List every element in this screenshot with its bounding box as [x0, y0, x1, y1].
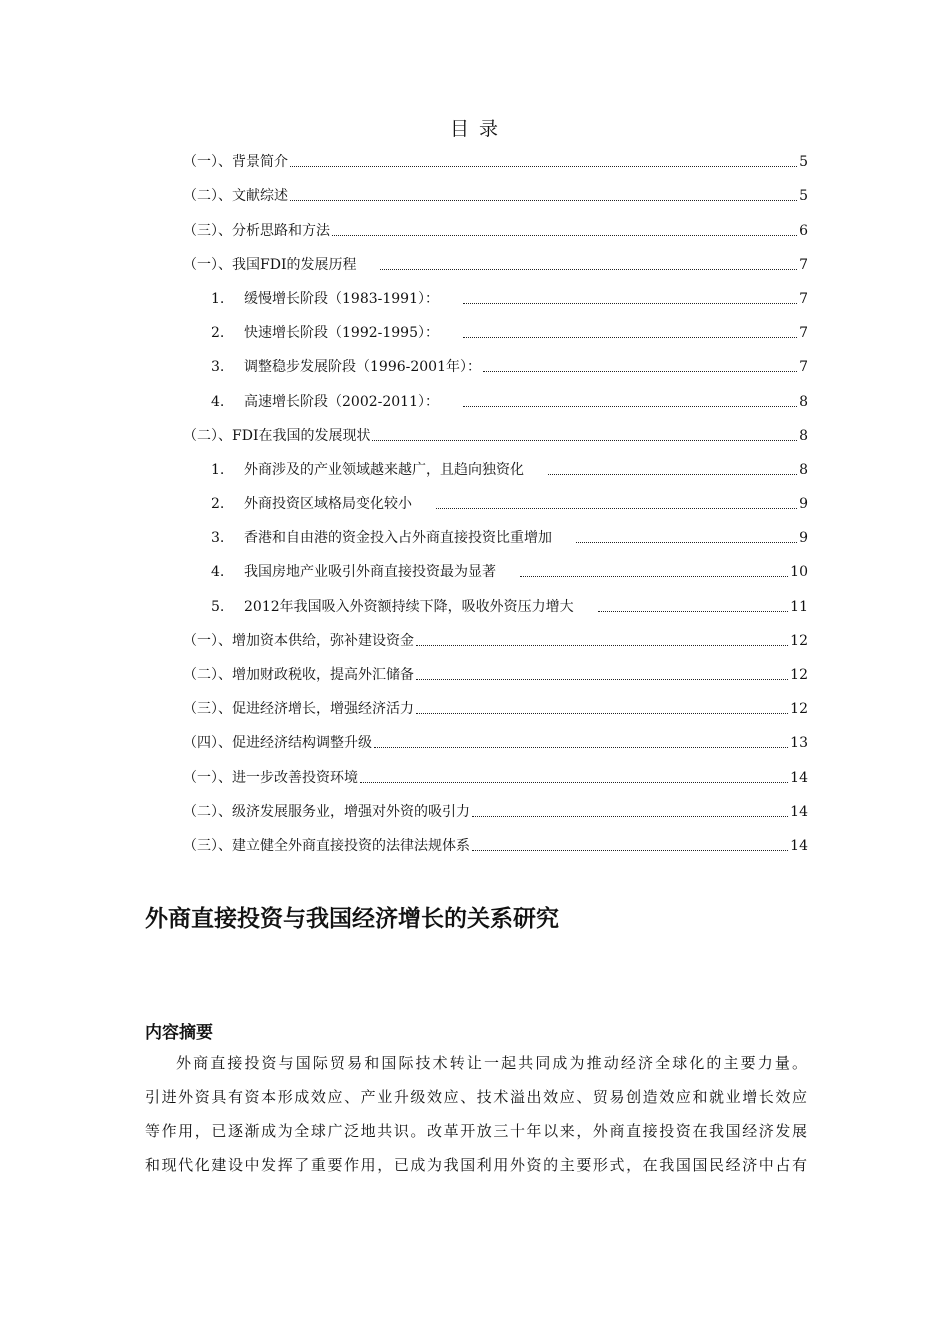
abstract-line: 外商直接投资与国际贸易和国际技术转让一起共同成为推动经济全球化的主要力量。: [176, 1054, 807, 1072]
toc-entry-number: 2.: [211, 496, 225, 513]
toc-entry[interactable]: [183, 685, 808, 719]
toc-entry-page: 9: [799, 496, 808, 513]
toc-entry-text: （二）、级济发展服务业，增强对外资的吸引力: [183, 803, 470, 820]
toc-leader-dots: [416, 713, 788, 714]
toc-entry-text: 外商投资区域格局变化较小: [244, 496, 412, 513]
toc-title: 目 录: [449, 118, 501, 140]
toc-entry-page: 7: [799, 256, 808, 273]
toc-leader-dots: [472, 816, 788, 817]
toc-entry-number: 3.: [211, 359, 225, 376]
toc-entry[interactable]: [183, 548, 808, 582]
toc-entry-text: （二）、文献综述: [183, 188, 288, 205]
toc-entry[interactable]: [183, 822, 808, 856]
toc-entry-text: 快速增长阶段（1992-1995）：: [244, 325, 439, 342]
toc-entry-text: 我国房地产业吸引外商直接投资最为显著: [244, 564, 496, 581]
toc-entry-page: 11: [790, 598, 808, 615]
toc-entry-page: 7: [799, 290, 808, 307]
toc-entry-number: 2.: [211, 325, 225, 342]
toc-entry[interactable]: [183, 412, 808, 446]
toc-entry-page: 8: [799, 427, 808, 444]
abstract-body: [145, 1046, 807, 1182]
toc-entry-page: 12: [790, 632, 808, 649]
toc-leader-dots: [463, 337, 797, 338]
toc-leader-dots: [463, 406, 797, 407]
toc-entry-number: 3.: [211, 530, 225, 547]
toc-entry-text: （三）、建立健全外商直接投资的法律法规体系: [183, 837, 470, 854]
toc-entry-page: 14: [790, 803, 808, 820]
toc-leader-dots: [290, 200, 797, 201]
toc-entry-text: （一）、我国FDI的发展历程: [183, 256, 357, 273]
toc-entry-page: 7: [799, 359, 808, 376]
toc-entry-page: 12: [790, 667, 808, 683]
toc-leader-dots: [598, 611, 789, 612]
toc-entry-page: 14: [790, 837, 808, 854]
abstract-line: 引进外资具有资本形成效应、产业升级效应、技术溢出效应、贸易创造效应和就业增长效应: [145, 1088, 807, 1106]
toc-leader-dots: [576, 542, 797, 543]
toc-entry[interactable]: [183, 241, 808, 275]
toc-leader-dots: [463, 303, 797, 304]
toc-leader-dots: [472, 850, 788, 851]
toc-entry-page: 13: [790, 735, 808, 752]
toc-entry[interactable]: [183, 446, 808, 480]
toc-entry[interactable]: [183, 617, 808, 651]
abstract-heading: 内容摘要: [145, 1023, 213, 1043]
toc-entry-page: 5: [799, 188, 808, 205]
toc-entry-text: 高速增长阶段（2002-2011）：: [244, 393, 439, 410]
toc-leader-dots: [332, 235, 797, 236]
toc-entry[interactable]: [183, 343, 808, 377]
toc-entry-text: 香港和自由港的资金投入占外商直接投资比重增加: [244, 530, 552, 547]
toc-entry-number: 1.: [211, 461, 225, 478]
toc-entry-page: 9: [799, 530, 808, 547]
toc-entry[interactable]: [183, 514, 808, 548]
toc-leader-dots: [360, 782, 788, 783]
toc-entry[interactable]: [183, 309, 808, 343]
toc-entry[interactable]: [183, 651, 808, 685]
toc-leader-dots: [416, 679, 788, 680]
toc-entry-text: 缓慢增长阶段（1983-1991）：: [244, 290, 439, 307]
toc-entry-page: 10: [790, 564, 808, 581]
toc-entry-text: （一）、进一步改善投资环境: [183, 769, 358, 786]
toc-entry-text: 外商涉及的产业领域越来越广，且趋向独资化: [244, 461, 524, 478]
toc-entry[interactable]: [183, 275, 808, 309]
toc-entry[interactable]: [183, 377, 808, 411]
document-title: 外商直接投资与我国经济增长的关系研究: [145, 906, 559, 932]
toc-entry-text: （二）、FDI在我国的发展现状: [183, 427, 371, 444]
toc-entry-text: （二）、增加财政税收，提高外汇储备: [183, 667, 414, 683]
toc-leader-dots: [548, 474, 797, 475]
toc-entry[interactable]: [183, 206, 808, 240]
toc-entry-text: （四）、促进经济结构调整升级: [183, 735, 372, 752]
toc-entry-text: 2012年我国吸入外资额持续下降，吸收外资压力增大: [244, 598, 574, 615]
toc-leader-dots: [290, 166, 797, 167]
toc-entry-text: 调整稳步发展阶段（1996-2001年）：: [244, 359, 481, 376]
toc-leader-dots: [483, 371, 797, 372]
toc-entry-page: 8: [799, 461, 808, 478]
toc-entry-text: （三）、分析思路和方法: [183, 222, 330, 239]
toc-entry-page: 8: [799, 393, 808, 410]
toc-entry-number: 4.: [211, 564, 225, 581]
table-of-contents: [183, 138, 808, 856]
toc-entry-number: 1.: [211, 290, 225, 307]
toc-leader-dots: [416, 645, 788, 646]
toc-entry[interactable]: [183, 480, 808, 514]
toc-entry[interactable]: [183, 753, 808, 787]
toc-leader-dots: [374, 747, 788, 748]
toc-entry-page: 7: [799, 325, 808, 342]
toc-leader-dots: [436, 508, 797, 509]
toc-leader-dots: [520, 576, 788, 577]
toc-entry-page: 5: [799, 154, 808, 171]
toc-leader-dots: [380, 269, 797, 270]
toc-entry-text: （三）、促进经济增长，增强经济活力: [183, 701, 414, 718]
abstract-line: 等作用，已逐渐成为全球广泛地共识。改革开放三十年以来，外商直接投资在我国经济发展: [145, 1122, 807, 1140]
toc-entry-text: （一）、增加资本供给，弥补建设资金: [183, 632, 414, 649]
toc-entry-text: （一）、背景简介: [183, 154, 288, 171]
toc-entry[interactable]: [183, 788, 808, 822]
toc-entry[interactable]: [183, 138, 808, 172]
toc-entry-page: 14: [790, 769, 808, 786]
toc-entry-number: 4.: [211, 393, 225, 410]
toc-entry-number: 5.: [211, 598, 225, 615]
toc-entry[interactable]: [183, 582, 808, 616]
toc-entry-page: 12: [790, 701, 808, 718]
toc-entry-page: 6: [799, 222, 808, 239]
abstract-line: 和现代化建设中发挥了重要作用，已成为我国利用外资的主要形式，在我国国民经济中占有: [145, 1156, 807, 1174]
toc-entry[interactable]: [183, 719, 808, 753]
toc-leader-dots: [372, 440, 797, 441]
toc-entry[interactable]: [183, 172, 808, 206]
